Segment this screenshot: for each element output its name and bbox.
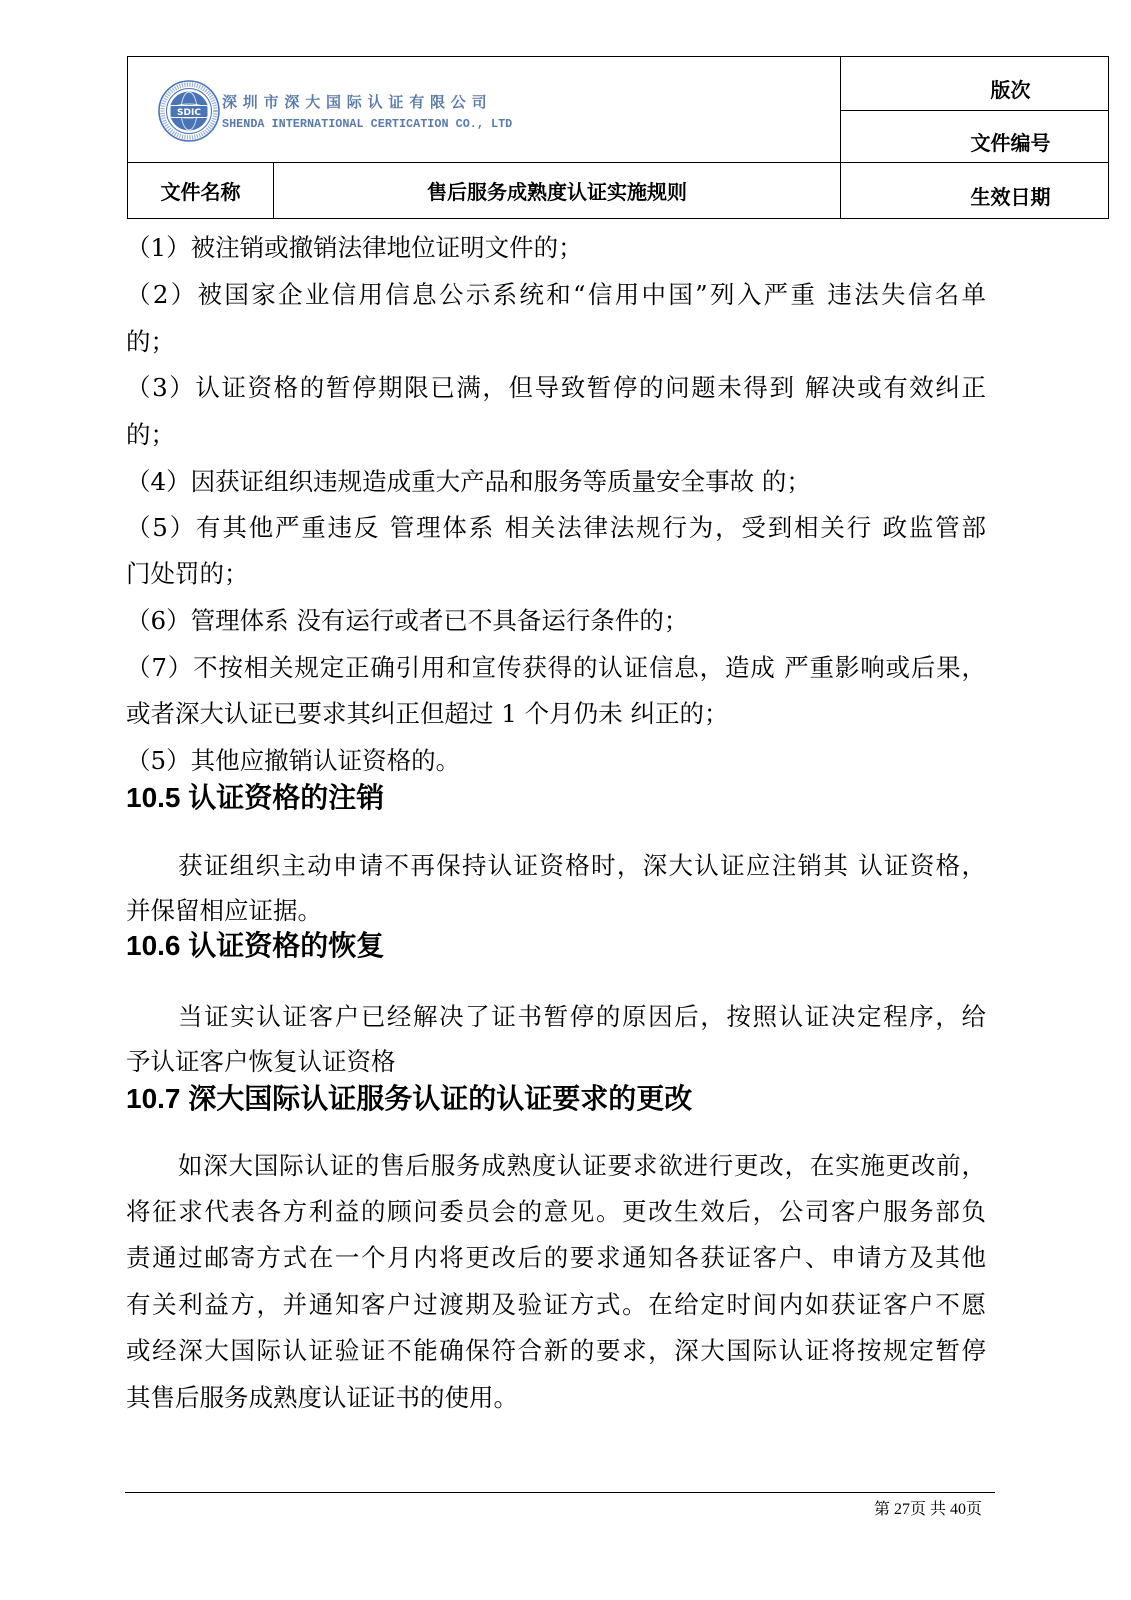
effective-date-label: 生效日期 [841,163,1109,219]
list-item-line: （6）管理体系 没有运行或者已不具备运行条件的； [126,606,689,635]
company-name-english: SHENDA INTERNATIONAL CERTICATION CO., LTD [222,117,513,131]
paragraph-line: 当证实认证客户已经解决了证书暂停的原因后，按照认证决定程序，给 [178,1002,986,1031]
paragraph-line: 或经深大国际认证验证不能确保符合新的要求，深大国际认证将按规定暂停 [126,1336,986,1365]
paragraph-line: 责通过邮寄方式在一个月内将更改后的要求通知各获证客户、申请方及其他 [126,1243,986,1272]
paragraph-line: 其售后服务成熟度认证证书的使用。 [126,1383,518,1412]
list-item-line: （4）因获证组织违规造成重大产品和服务等质量安全事故 的； [126,467,811,496]
list-item-line: （2）被国家企业信用信息公示系统和“信用中国”列入严重 违法失信名单 [126,280,986,309]
list-item-line: （5）有其他严重违反 管理体系 相关法律法规行为，受到相关行 政监管部 [126,513,986,542]
section-heading: 10.5 认证资格的注销 [126,782,385,813]
list-item-line: 的； [126,420,175,449]
paragraph-line: 如深大国际认证的售后服务成熟度认证要求欲进行更改，在实施更改前， [178,1151,986,1180]
section-heading: 10.7 深大国际认证服务认证的认证要求的更改 [126,1083,693,1114]
paragraph-line: 予认证客户恢复认证资格 [126,1047,396,1076]
list-item-line: 门处罚的； [126,559,249,588]
document-header-table [127,56,1109,219]
list-item-line: （7）不按相关规定正确引用和宣传获得的认证信息，造成 严重影响或后果， [126,653,986,682]
list-item-line: （3）认证资格的暂停期限已满，但导致暂停的问题未得到 解决或有效纠正 [126,373,986,402]
document-number-label: 文件编号 [841,111,1109,163]
list-item-line: （5）其他应撤销认证资格的。 [126,746,461,775]
list-item-line: 或者深大认证已要求其纠正但超过 1 个月仍未 纠正的； [126,699,729,728]
logo-lettering: SDIC [177,108,201,118]
list-item-line: 的； [126,327,175,356]
footer-rule [125,1492,995,1493]
list-item-line: （1）被注销或撤销法律地位证明文件的； [126,233,583,262]
paragraph-line: 获证组织主动申请不再保持认证资格时，深大认证应注销其 认证资格， [178,851,986,880]
company-logo-cell [128,57,841,163]
paragraph-line: 并保留相应证据。 [126,896,322,925]
document-name-label: 文件名称 [128,163,274,219]
company-name-chinese: 深圳市深大国际认证有限公司 [222,93,493,111]
paragraph-line: 有关利益方，并通知客户过渡期及验证方式。在给定时间内如获证客户不愿 [126,1290,986,1319]
version-label: 版次 [841,57,1109,111]
paragraph-line: 将征求代表各方利益的顾问委员会的意见。更改生效后，公司客户服务部负 [126,1197,986,1226]
company-logo [157,79,221,143]
page-number: 第 27页 共 40页 [873,1501,982,1518]
document-name: 售后服务成熟度认证实施规则 [274,163,841,219]
section-heading: 10.6 认证资格的恢复 [126,930,385,961]
